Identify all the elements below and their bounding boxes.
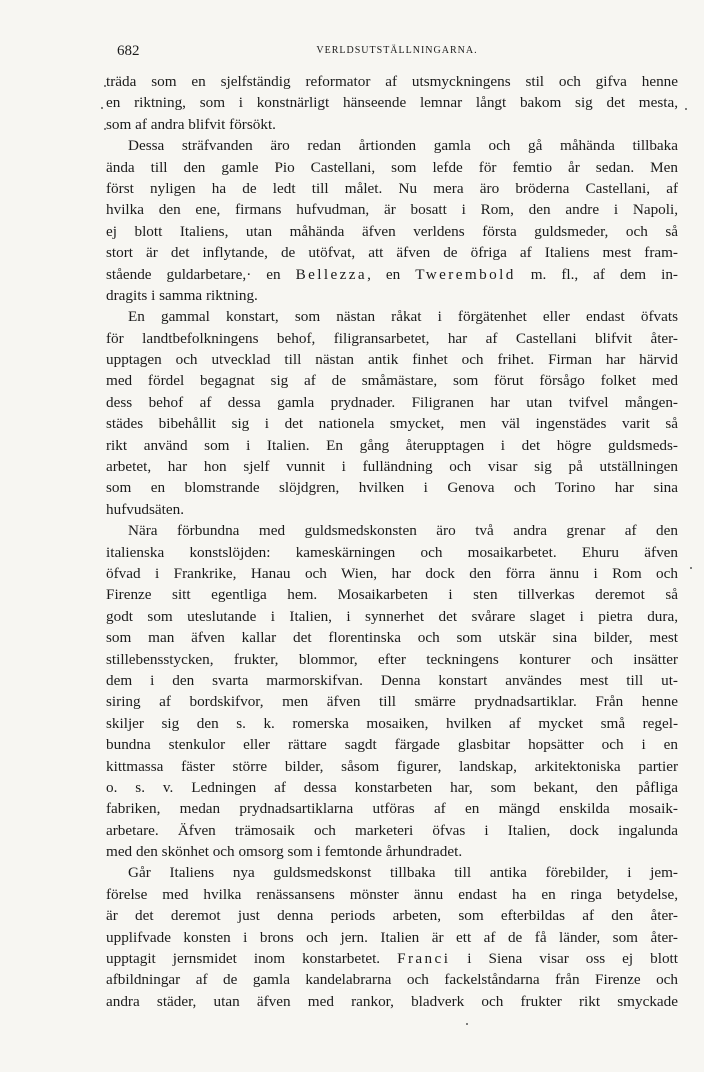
text-line: Nära förbundna med guldsmedskonsten äro två andra grenar af den — [128, 522, 678, 540]
text-line: arbetare. Äfven trämosaik och marketeri öfvas i Italien, dock ingalunda — [106, 821, 678, 839]
text-line: upplifvade konsten i brons och jern. Italien är ett af de få länder, som åter- — [106, 928, 678, 946]
print-speck — [690, 567, 692, 569]
text-line: städes bibehållit sig i det nationela smycket, men väl ingenstädes varit så — [106, 415, 678, 433]
page-header — [117, 43, 677, 63]
text-line: hvilka den ene, firmans hufvudman, är bosatt i Rom, den andre i Napoli, — [106, 201, 678, 219]
text-line: kittmassa fäster större bilder, såsom figurer, landskap, arkitektoniska partier — [106, 757, 678, 775]
text-line: ej blott Italiens, utan måhända äfven verldens första guldsmeder, och så — [106, 222, 678, 240]
text-line: andra städer, utan äfven med rankor, bladverk och frukter rikt smyckade — [106, 992, 678, 1010]
running-head: VERLDSUTSTÄLLNINGARNA. — [316, 45, 478, 56]
print-speck — [104, 85, 106, 87]
text-line: italienska konstslöjden: kameskärningen och mosaikarbetet. Ehuru äfven — [106, 543, 678, 561]
text-line: öfvad i Frankrike, Hanau och Wien, har dock den förra ännu i Rom och — [106, 564, 678, 582]
text-line: o. s. v. Ledningen af dessa konstarbeten har, som bekant, den påfliga — [106, 778, 678, 796]
text-segment — [380, 950, 397, 967]
text-segment: · en — [246, 265, 296, 283]
text-segment: upptagit jernsmidet inom konstarbetet. — [106, 950, 381, 968]
text-line: En gammal konstart, som nästan råkat i förgätenhet eller endast öfvats — [128, 308, 678, 326]
text-line: godt som uteslutande i Italien, i synnerhet det svårare slaget i pietra dura, — [106, 607, 678, 625]
text-line: stillebensstycken, frukter, blommor, efter teckningens konturer och insätter — [106, 650, 678, 668]
text-line: först nyligen ha de ledt till målet. Nu mera äro bröderna Castellani, af — [106, 179, 678, 197]
text-line: siring af bordskifvor, men äfven till smärre prydnadsartiklar. Från henne — [106, 693, 678, 711]
text-line: dem i den svarta marmorskifvan. Denna konstart användes mest till ut- — [106, 671, 678, 689]
text-line: bundna stenkulor eller rättare sagdt färgade glasbitar hopsätter och i en — [106, 736, 678, 754]
text-line: hufvudsäten. — [106, 500, 185, 518]
text-line: arbetet, har hon sjelf vunnit i fulländning och visar sig på utställningen — [106, 458, 678, 476]
text-line: med fördel begagnat sig af de småmästare, som förut försågo folket med — [106, 372, 678, 390]
text-line: förelse med hvilka renässansens mönster ännu endast ha en ringa betydelse, — [106, 885, 678, 903]
text-line: som man äfven kallar det florentinska och som utskär sina bilder, mest — [106, 629, 678, 647]
body-text — [106, 71, 678, 1012]
text-line: fabriken, medan prydnadsartiklarna utföras af en mängd enskilda mosaik- — [106, 800, 678, 818]
text-line — [106, 948, 678, 969]
text-line: rikt använd som i Italien. En gång återupptagen i det högre guldsmeds- — [106, 436, 678, 454]
text-line: Dessa sträfvanden äro redan årtionden gamla och gå måhända tillbaka — [128, 137, 678, 155]
text-line: dragits i samma riktning. — [106, 286, 258, 304]
text-line: afbildningar af de gamla kandelabrarna och fackelståndarna från Firenze och — [106, 971, 678, 989]
page-number: 682 — [117, 43, 140, 59]
print-speck — [466, 1023, 468, 1025]
print-speck — [101, 107, 103, 109]
text-line: Firenze sitt egentliga hem. Mosaikarbeten i sten tillverkas deremot så — [106, 586, 678, 604]
print-speck — [104, 128, 106, 130]
spaced-name: Franci — [397, 950, 451, 968]
text-line: ända till den gamle Pio Castellani, som lefde för femtio år sedan. Men — [106, 158, 678, 176]
text-line: en riktning, som i konstnärligt hänseende lemnar långt bakom sig det mesta, — [106, 94, 678, 112]
text-line: är det deremot just denna periods arbeten, som efterbildas af den åter- — [106, 907, 678, 925]
spaced-name: Bellezza — [295, 265, 368, 283]
text-line — [106, 264, 678, 285]
text-line: Går Italiens nya guldsmedskonst tillbaka till antika förebilder, i jem- — [128, 864, 678, 882]
text-segment: stående guldarbetare, — [106, 265, 247, 283]
text-segment: i Siena visar oss ej blott — [450, 950, 678, 968]
text-line: som en blomstrande slöjdgren, hvilken i Genova och Torino har sina — [106, 479, 678, 497]
text-line: stort är det inflytande, de utöfvat, att äfven de öfriga af Italiens mest fram- — [106, 244, 678, 262]
text-line: skiljer sig den s. k. romerska mosaiken, hvilken af mycket små regel- — [106, 714, 678, 732]
text-line: träda som en sjelfständig reformator af utsmyckningens stil och gifva henne — [106, 73, 678, 90]
text-line: upptagen och utvecklad till nästan antik finhet och frihet. Firman har härvid — [106, 351, 678, 369]
spaced-name: Twerembold — [415, 265, 516, 283]
text-line: med den skönhet och omsorg som i femtonde århundradet. — [106, 843, 463, 861]
print-speck — [685, 108, 687, 110]
text-line: som af andra blifvit försökt. — [106, 115, 276, 133]
text-segment: m. fl., af dem in- — [515, 265, 678, 283]
text-segment: , en — [367, 265, 416, 283]
text-line: för landtbefolkningens behof, filigransarbetet, har af Castellani blifvit åter- — [106, 329, 678, 347]
text-line: dess behof af dessa gamla prydnader. Filigranen har utan tvifvel mången- — [106, 393, 678, 411]
